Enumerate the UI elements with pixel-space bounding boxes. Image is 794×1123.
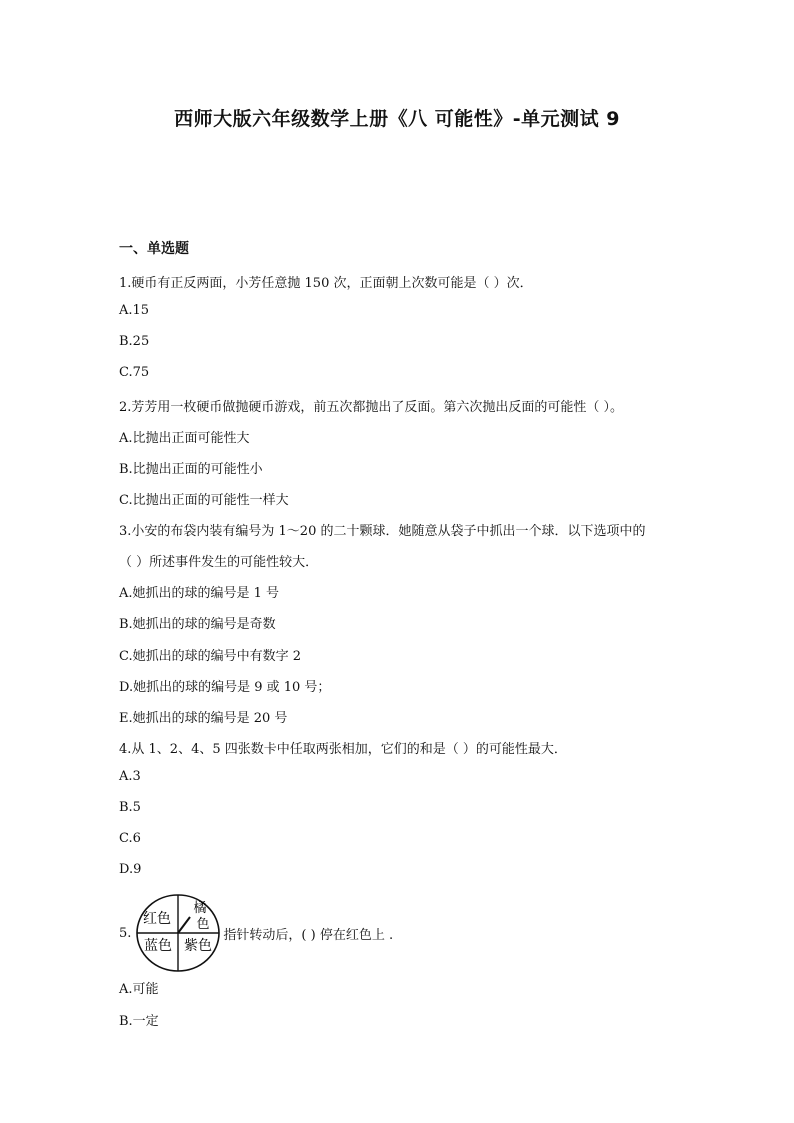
question-3-cont: （ ）所述事件发生的可能性较大． [119,555,319,570]
segment-red-label: 红色 [143,911,172,927]
section-heading: 一、单选题 [119,241,189,257]
option-1a: A.15 [119,303,150,318]
segment-orange-label-2: 色 [196,917,210,932]
page-title: 西师大版六年级数学上册《八 可能性》-单元测试 9 [174,108,620,130]
option-3b: B.她抓出的球的编号是奇数 [119,617,276,632]
option-2c: C.比抛出正面的可能性一样大 [119,493,289,508]
segment-purple-label: 紫色 [184,938,213,954]
option-5a: A.可能 [119,982,159,997]
question-5-text: 指针转动后，( ) 停在红色上 . [223,927,394,943]
option-4a: A.3 [119,769,141,784]
option-4d: D.9 [119,862,142,877]
option-3c: C.她抓出的球的编号中有数字 2 [119,649,302,664]
segment-blue-label: 蓝色 [144,938,173,954]
option-5b: B.一定 [119,1014,159,1029]
question-2: 2.芳芳用一枚硬币做抛硬币游戏，前五次都抛出了反面。第六次抛出反面的可能性（ ）。 [119,400,624,415]
option-4b: B.5 [119,800,141,815]
option-2b: B.比抛出正面的可能性小 [119,462,263,477]
question-5 [119,893,393,973]
segment-orange-label-1: 橘 [193,901,207,916]
option-3a: A.她抓出的球的编号是 1 号 [119,586,280,601]
option-3d: D.她抓出的球的编号是 9 或 10 号； [119,680,331,695]
option-1b: B.25 [119,334,150,349]
question-3: 3.小安的布袋内装有编号为 1～20 的二十颗球．她随意从袋子中抓出一个球．以下选项中的 [119,524,646,539]
color-spinner-diagram [135,893,221,973]
option-4c: C.6 [119,831,141,846]
question-4: 4.从 1、2、4、5 四张数卡中任取两张相加，它们的和是（ ）的可能性最大． [119,742,567,757]
question-1: 1.硬币有正反两面，小芳任意抛 150 次，正面朝上次数可能是（ ）次． [119,276,533,291]
option-1c: C.75 [119,365,150,380]
option-3e: E.她抓出的球的编号是 20 号 [119,711,288,726]
question-5-number: 5. [119,925,132,941]
option-2a: A.比抛出正面可能性大 [119,431,250,446]
